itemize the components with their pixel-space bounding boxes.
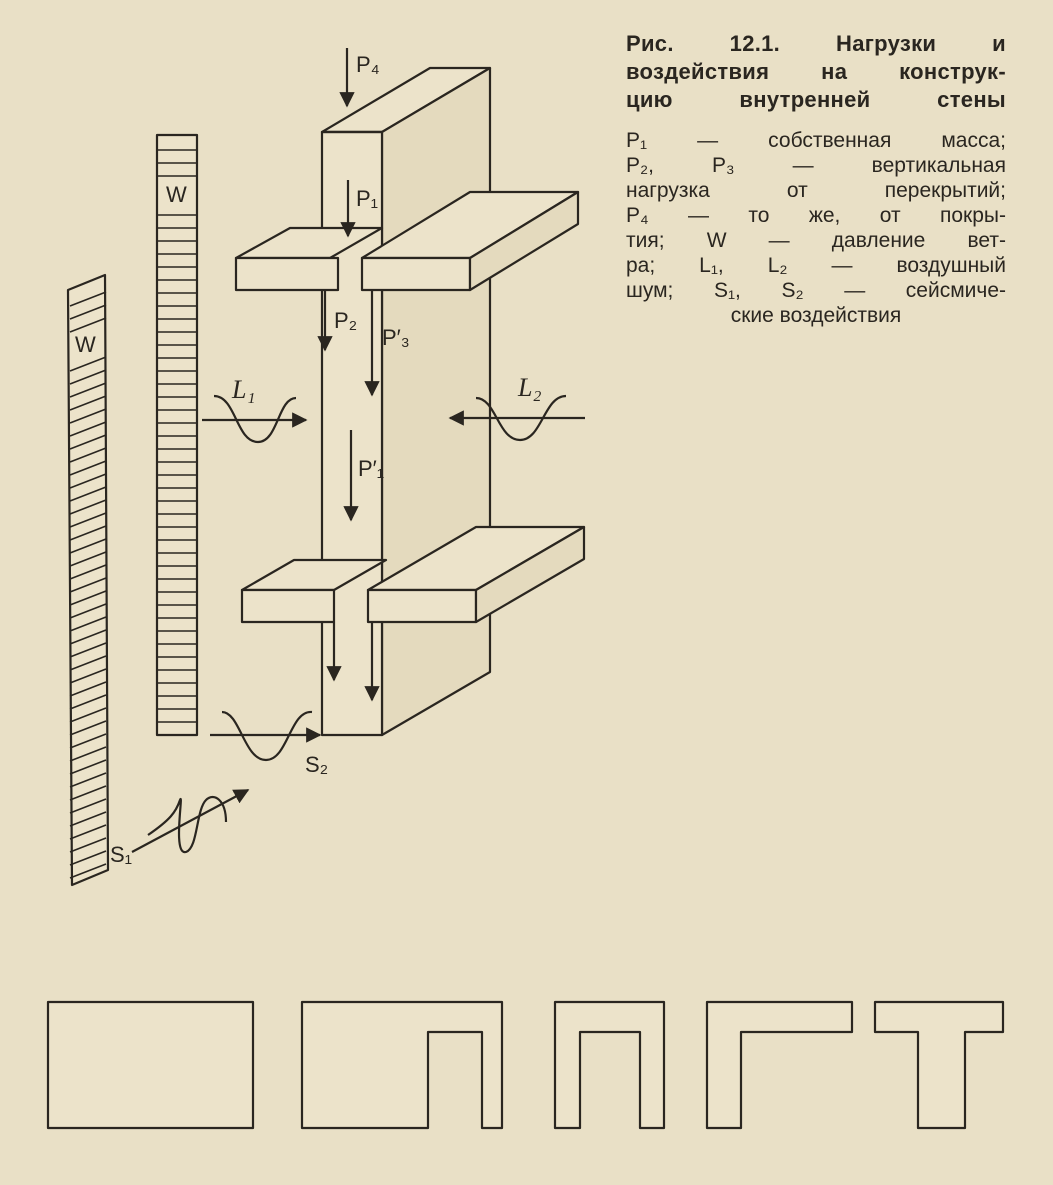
legend-line: ра; L₁, L₂ — воздушный	[626, 254, 1006, 277]
profile-g-shape	[707, 1002, 852, 1128]
p1prime-label: P′₁	[358, 456, 385, 481]
caption-title-line: цию внутренней стены	[626, 87, 1006, 112]
l2-label: L₂	[518, 373, 542, 402]
w-inner-label: W	[166, 182, 187, 207]
seismic-s1	[132, 790, 248, 852]
p1-label: P₁	[356, 186, 379, 211]
legend-line: нагрузка от перекрытий;	[626, 179, 1006, 202]
profile-p-door	[302, 1002, 502, 1128]
caption-legend	[626, 128, 1006, 328]
caption-title	[626, 30, 1006, 114]
inner-wall	[322, 68, 490, 735]
caption-title-line: Рис. 12.1. Нагрузки и	[626, 31, 1006, 56]
legend-line: P₁ — собственная масса;	[626, 129, 1006, 152]
legend-line: ские воздействия	[730, 304, 902, 327]
s2-label: S₂	[305, 752, 329, 777]
seismic-s2	[210, 712, 320, 760]
wind-pressure-strip-outer	[68, 275, 108, 885]
legend-line: P₄ — то же, от покры-	[626, 204, 1006, 227]
s1-label: S₁	[110, 842, 133, 867]
legend-line: шум; S₁, S₂ — сейсмиче-	[626, 279, 1006, 302]
profile-p-narrow	[555, 1002, 664, 1128]
l1-label: L₁	[232, 375, 256, 404]
legend-line: P₂, P₃ — вертикальная	[626, 154, 1006, 177]
p3-label: P′₃	[382, 325, 410, 350]
p2-label: P₂	[334, 308, 358, 333]
w-outer-label: W	[75, 332, 96, 357]
caption-title-line: воздействия на конструк-	[626, 59, 1006, 84]
profile-solid	[48, 1002, 253, 1128]
profile-t-shape	[875, 1002, 1003, 1128]
figure-caption	[626, 30, 1006, 328]
legend-line: тия; W — давление вет-	[626, 229, 1006, 252]
p4-label: P₄	[356, 52, 380, 77]
wind-pressure-strip-inner	[157, 135, 197, 735]
